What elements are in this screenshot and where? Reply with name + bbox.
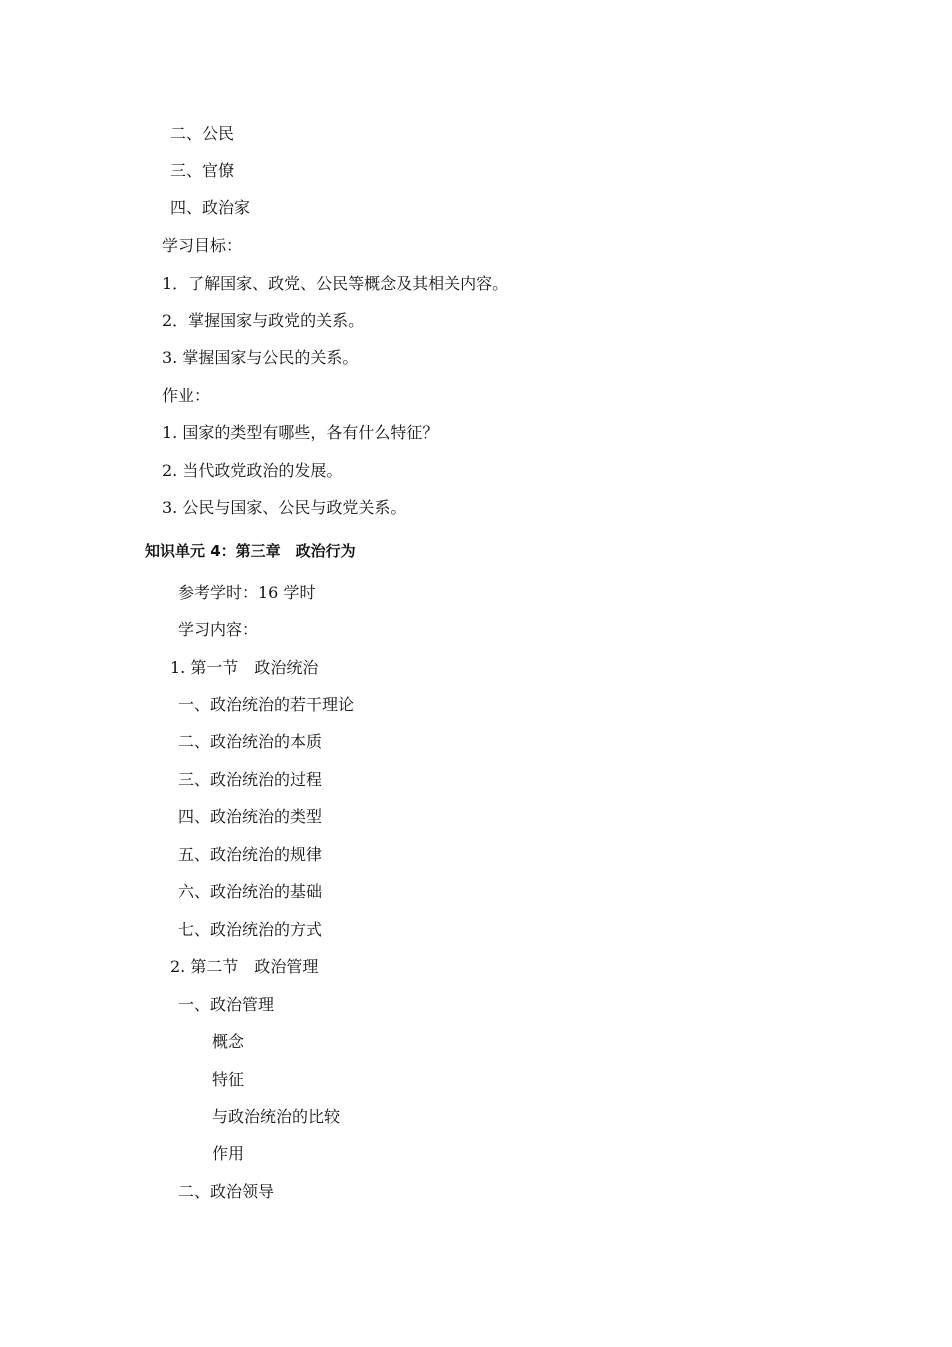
- text-line: 二、公民: [170, 124, 235, 143]
- section-label: 作业：: [162, 386, 211, 405]
- text-line: 二、政治领导: [178, 1182, 275, 1201]
- list-item: 1．了解国家、政党、公民等概念及其相关内容。: [162, 274, 509, 293]
- list-item: 2. 当代政党政治的发展。: [162, 461, 343, 480]
- text-line: 特征: [212, 1070, 245, 1089]
- text-line: 作用: [212, 1144, 245, 1163]
- list-item: 1. 第一节 政治统治: [170, 658, 319, 677]
- section-label: 学习目标：: [162, 236, 243, 255]
- text-line: 五、政治统治的规律: [178, 845, 323, 864]
- list-item: 3. 掌握国家与公民的关系。: [162, 348, 359, 367]
- list-item: 2．掌握国家与政党的关系。: [162, 311, 365, 330]
- text-line: 三、政治统治的过程: [178, 770, 323, 789]
- unit-heading: 知识单元 4：第三章 政治行为: [145, 542, 356, 560]
- text-line: 一、政治管理: [178, 995, 275, 1014]
- text-line: 四、政治家: [170, 198, 251, 217]
- text-line: 二、政治统治的本质: [178, 732, 323, 751]
- list-item: 1. 国家的类型有哪些，各有什么特征？: [162, 423, 439, 442]
- text-line: 七、政治统治的方式: [178, 920, 323, 939]
- list-item: 2. 第二节 政治管理: [170, 957, 319, 976]
- list-item: 3. 公民与国家、公民与政党关系。: [162, 498, 407, 517]
- text-line: 四、政治统治的类型: [178, 807, 323, 826]
- text-line: 参考学时：16 学时: [178, 583, 316, 602]
- text-line: 三、官僚: [170, 161, 235, 180]
- text-line: 一、政治统治的若干理论: [178, 695, 355, 714]
- section-label: 学习内容：: [178, 620, 259, 639]
- text-line: 与政治统治的比较: [212, 1107, 341, 1126]
- text-line: 六、政治统治的基础: [178, 882, 323, 901]
- text-line: 概念: [212, 1032, 245, 1051]
